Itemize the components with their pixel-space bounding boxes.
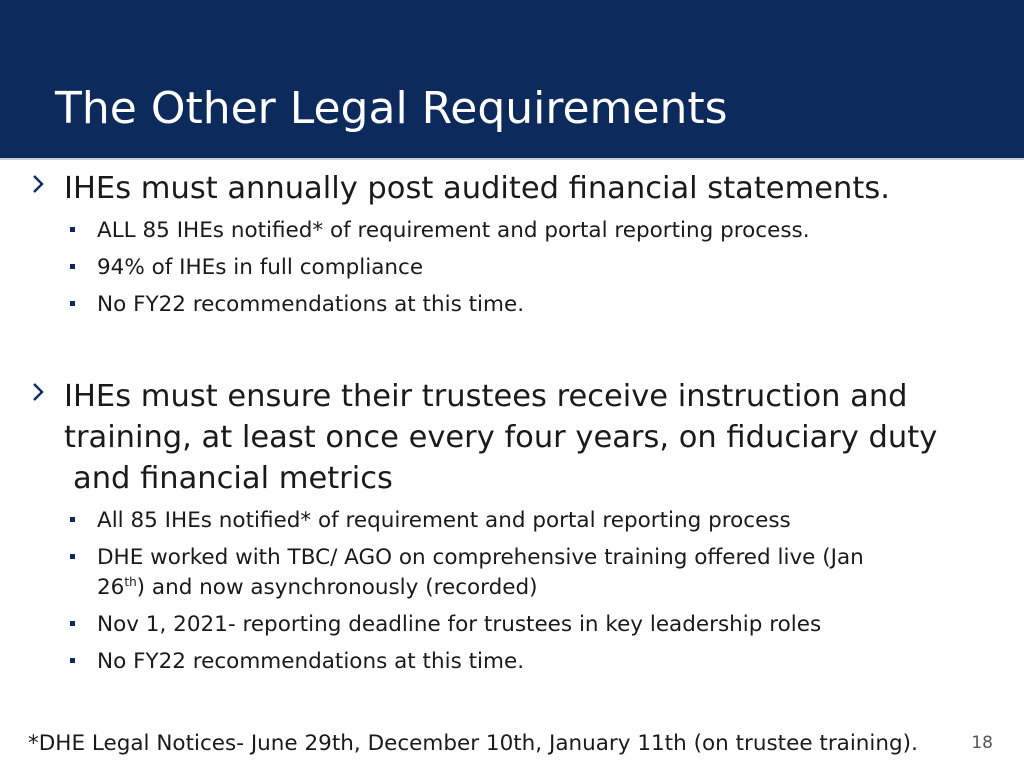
section-spacer <box>30 320 990 376</box>
list-item-text: ALL 85 IHEs notified* of requirement and portal reporting process. <box>97 218 810 243</box>
section-heading-text: IHEs must annually post audited financial statements. <box>64 171 890 206</box>
list-item-text: Nov 1, 2021- reporting deadline for trustees in key leadership roles <box>97 612 822 637</box>
section-heading-trustee-training <box>30 376 990 499</box>
list-item <box>30 647 990 677</box>
square-bullet-icon <box>70 227 75 232</box>
section-heading-line: IHEs must ensure their trustees receive instruction and <box>64 379 908 414</box>
slide-body <box>30 168 990 677</box>
date-number: 26 <box>97 575 125 600</box>
section-heading-financial-statements <box>30 168 990 209</box>
ordinal-suffix: th <box>124 574 137 589</box>
square-bullet-icon <box>70 621 75 626</box>
chevron-right-icon <box>30 378 48 406</box>
chevron-right-icon <box>30 170 48 198</box>
list-item <box>30 506 990 536</box>
square-bullet-icon <box>70 554 75 559</box>
list-item <box>30 253 990 283</box>
list-item <box>30 543 990 603</box>
section-heading-line: and financial metrics <box>73 461 393 496</box>
list-item-text: No FY22 recommendations at this time. <box>97 292 525 317</box>
list-item <box>30 610 990 640</box>
list-item <box>30 216 990 246</box>
list-item-text: No FY22 recommendations at this time. <box>97 649 525 674</box>
list-item <box>30 290 990 320</box>
footnote: *DHE Legal Notices- June 29th, December 10th, January 11th (on trustee training). <box>28 731 918 756</box>
list-item-text: 94% of IHEs in full compliance <box>97 255 424 280</box>
page-number: 18 <box>971 733 993 753</box>
slide-title: The Other Legal Requirements <box>55 83 728 134</box>
square-bullet-icon <box>70 658 75 663</box>
square-bullet-icon <box>70 517 75 522</box>
list-item-text: All 85 IHEs notified* of requirement and portal reporting process <box>97 508 791 533</box>
square-bullet-icon <box>70 264 75 269</box>
list-item-text: DHE worked with TBC/ AGO on comprehensive training offered live (Jan <box>97 545 864 570</box>
list-item-text-tail: ) and now asynchronously (recorded) <box>136 575 538 600</box>
section-heading-line: training, at least once every four years, on fiduciary duty <box>64 420 938 455</box>
title-divider <box>0 158 1024 160</box>
square-bullet-icon <box>70 301 75 306</box>
list-item-text-continued <box>97 573 990 603</box>
